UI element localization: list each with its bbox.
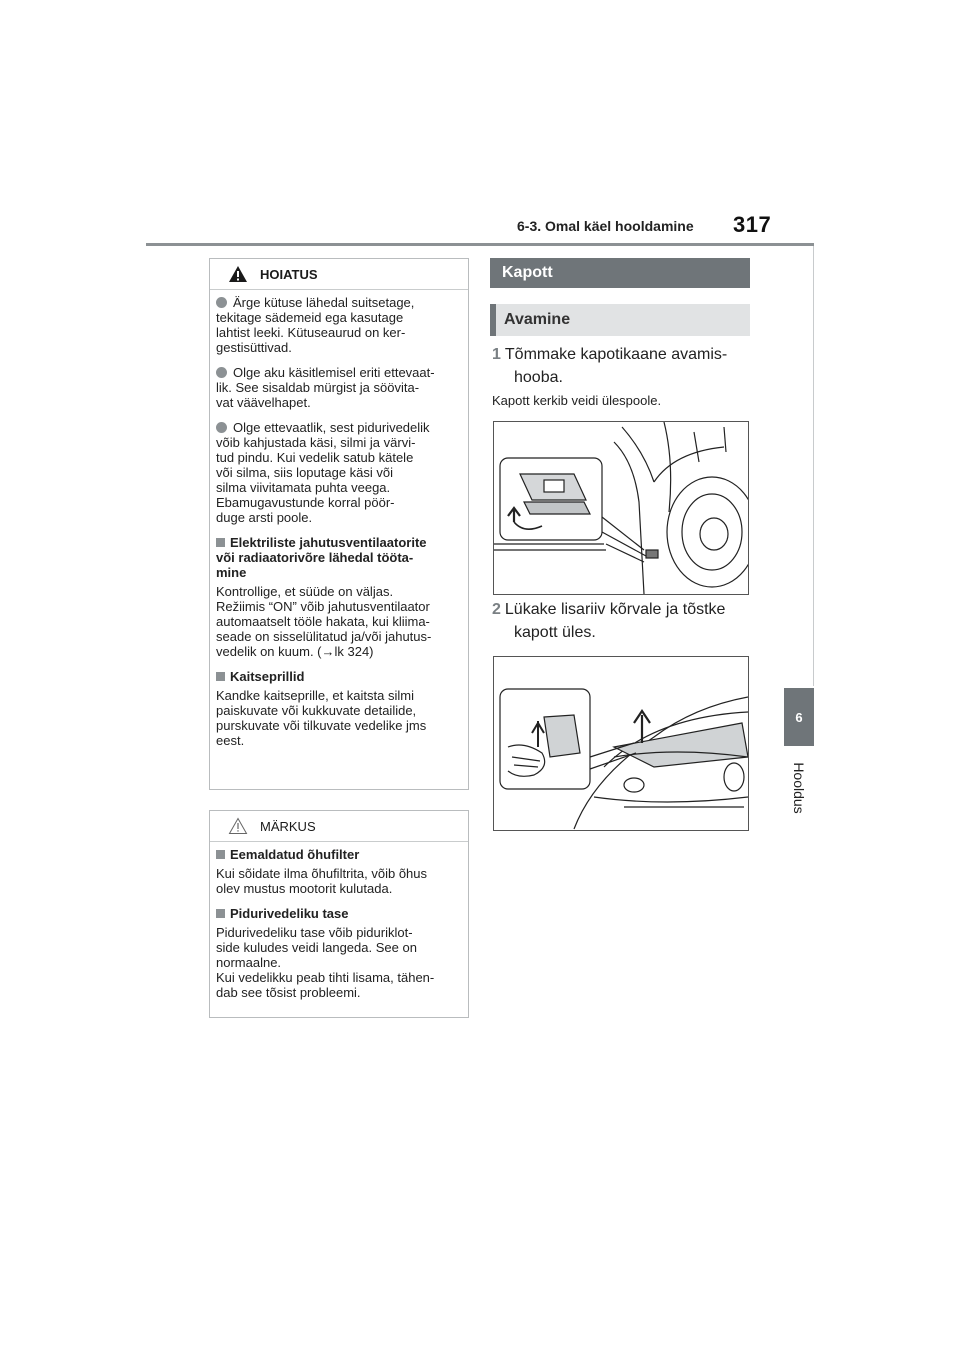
- chapter-number: 6: [795, 709, 803, 725]
- bullet-dot-icon: [216, 422, 227, 433]
- warning-bullet: Olge ettevaatlik, sest pidurivedelik võib kahjustada käsi, silmi ja värvi- tud pindu. Kui vedelik satub kätele või silma, siis loputage käsi või silma viivitamata puhta veega. Ebamugavustunde korral pöör- duge arsti poole.: [216, 420, 430, 525]
- warning-box: [209, 258, 469, 790]
- step-text: Tõmmake kapotikaane avamis-: [504, 346, 728, 363]
- warning-content: [216, 295, 462, 758]
- section-header: 6-3. Omal käel hooldamine: [517, 218, 694, 234]
- notice-paragraph: Pidurivedeliku tase võib piduriklot- side kuludes veidi langeda. See on normaalne. Kui vedelikku peab tihti lisama, tähen- dab see tõsist probleemi.: [216, 925, 435, 1000]
- step-2: [492, 598, 752, 644]
- warning-bullet: Olge aku käsitlemisel eriti ettevaat- lik. See sisaldab mürgist ja söövita- vat väävelhapet.: [216, 365, 435, 410]
- warning-triangle-icon: [228, 265, 248, 283]
- hood-release-lever-illustration: [493, 421, 749, 595]
- caution-triangle-icon: [228, 817, 248, 835]
- hood-latch-illustration: [493, 656, 749, 831]
- notice-header: [210, 811, 468, 842]
- step-1: [492, 343, 752, 389]
- notice-content: [216, 847, 462, 1010]
- bullet-dot-icon: [216, 297, 227, 308]
- warning-paragraph: Kandke kaitseprille, et kaitsta silmi paiskuvate või kukkuvate detailide, purskuvate või tilkuvate vedelike jms eest.: [216, 688, 427, 748]
- step-text: Lükake lisariiv kõrvale ja tõstke: [504, 601, 726, 618]
- notice-title: MÄRKUS: [260, 819, 316, 834]
- step-text-continued: hooba.: [514, 369, 563, 386]
- warning-title: HOIATUS: [260, 267, 318, 282]
- chapter-tab: [784, 688, 814, 746]
- warning-bullet: Ärge kütuse lähedal suitsetage, tekitage sädemeid ega kasutage lahtist leeki. Kütuseaurud on ker- gestisüttivad.: [216, 295, 415, 355]
- chapter-label-text: Hooldus: [791, 762, 807, 814]
- notice-paragraph: Kui sõidate ilma õhufiltrita, võib õhus olev mustus mootorit kulutada.: [216, 866, 428, 896]
- notice-subheading: Eemaldatud õhufilter: [216, 847, 462, 862]
- side-divider: [813, 246, 814, 686]
- warning-subheading: Kaitseprillid: [216, 669, 462, 684]
- step-number: 1: [492, 346, 501, 363]
- step-number: 2: [492, 601, 501, 618]
- subsection-title-bar: Avamine: [490, 304, 750, 336]
- section-title-bar: Kapott: [490, 258, 750, 288]
- header-rule: [146, 243, 814, 246]
- notice-box: [209, 810, 469, 1018]
- step-note: Kapott kerkib veidi ülespoole.: [492, 393, 662, 408]
- square-bullet-icon: [216, 850, 225, 859]
- page-number: 317: [733, 212, 772, 237]
- chapter-label: [786, 758, 812, 818]
- square-bullet-icon: [216, 909, 225, 918]
- warning-header: [210, 259, 468, 290]
- square-bullet-icon: [216, 672, 225, 681]
- step-text-continued: kapott üles.: [514, 624, 596, 641]
- warning-paragraph: Kontrollige, et süüde on väljas. Režiimis “ON” võib jahutusventilaator automaatselt tööle hakata, kui kliima- seade on sisselülitatud ja/või jahutus- vedelik on kuum. (→lk 324): [216, 584, 432, 659]
- bullet-dot-icon: [216, 367, 227, 378]
- warning-subheading: Elektriliste jahutusventilaatorite või radiaatorivõre lähedal tööta- mine: [216, 535, 427, 580]
- square-bullet-icon: [216, 538, 225, 547]
- notice-subheading: Pidurivedeliku tase: [216, 906, 462, 921]
